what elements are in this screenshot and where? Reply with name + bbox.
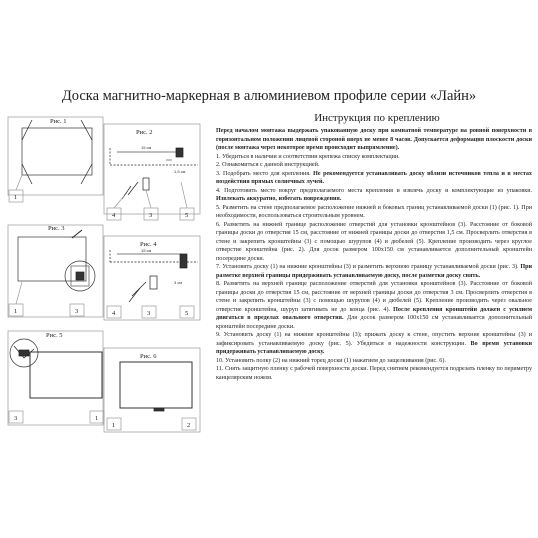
figure-5: [8, 331, 104, 425]
figure-2: [104, 124, 200, 220]
callout-3-fig2: 3: [149, 212, 153, 219]
callout-1-fig3: 1: [14, 308, 18, 315]
figure-6-caption: Рис. 6: [140, 353, 157, 360]
instruction-text: 5. Разметить на стене предполагаемое расположение нижней и боковых границ устанавливаемой доски (1) (рис. 1). При необходимости, воспользоваться строительным уровнем.: [216, 204, 532, 219]
figure-2-caption: Рис. 2: [136, 129, 153, 136]
callout-2-fig6: 2: [187, 422, 191, 429]
instruction-text: Извлекать аккуратно, избегать повреждения.: [216, 196, 342, 202]
page-title: Доска магнитно-маркерная в алюминиевом профиле серии «Лайн»: [61, 88, 477, 104]
instruction-text: После крепления кронштейн должен с усилием двигаться в пределах овального отверстия.: [216, 306, 532, 321]
figure-3: [8, 225, 103, 317]
instruction-text: Перед началом монтажа выдержать упакованную доску при комнатной температуре на ровной поверхности в горизонтальном положении лицевой стороной вверх не менее 8 часов. Допускается деформация плоскости доски (после монтажа через некоторое время происходит выпрямление).: [216, 128, 532, 151]
figure-4-caption: Рис. 4: [140, 241, 157, 248]
figure-1: [8, 117, 103, 202]
figure-5-caption: Рис. 5: [46, 332, 63, 339]
instruction-text: 7. Установить доску (1) на нижние кронштейны (3) и разметить верхнюю границу устанавливаемой доски (рис. 3).: [216, 264, 521, 270]
dimension-1-5cm: 1,5 см: [174, 169, 186, 174]
instruction-text: 8. Разметить на верхней границе расположение отверстий для установки кронштейнов (3). Расстояние от боковой границы доски до отверстия 15 см, расстояние от верхней границы доски до отверстия 3 см. Просверлить отверстия в стене и закрепить кронштейны (3) с помощью шурупов (4) и дюбелей (5). Крепление производить через овальное отверстие кронштейна, шуруп затягивать не до конца (рис. 4).: [216, 281, 532, 313]
callout-3-fig4: 3: [147, 310, 151, 317]
instruction-text: Не рекомендуется устанавливать доску вблизи источников тепла и в местах воздействия прямых солнечных лучей.: [216, 170, 532, 185]
instruction-text: 10. Установить полку (2) на нижний торец доски (1) нажатием до защелкивания (рис. 6).: [216, 357, 446, 364]
instruction-text: 4. Подготовить место вокруг предполагаемого места крепления и извлечь доску и комплектующие из упаковки.: [216, 187, 532, 194]
callout-4-fig2: 4: [112, 212, 116, 219]
callout-4-fig4: 4: [112, 310, 116, 317]
callout-1-fig1: 1: [14, 194, 18, 201]
figure-1-caption: Рис. 1: [50, 118, 67, 125]
dimension-15cm-fig4: 15 см: [141, 248, 152, 253]
dimension-15cm-fig2: 15 см: [141, 145, 152, 150]
instruction-text: 9. Установить доску (1) на нижние кронштейны (3); прижать доску к стене, опустить верхние кронштейны (3) и зафиксировать устанавливаемую доску (рис. 5). Убедиться в надежности конструкции.: [216, 332, 532, 347]
dimension-3cm: 3 см: [174, 280, 183, 285]
figure-3-caption: Рис. 3: [48, 225, 65, 232]
instruction-text: 3. Подобрать место для крепления.: [216, 170, 314, 177]
instruction-text: 1. Убедиться в наличии и соответствии крепежа списку комплектации.: [216, 153, 400, 160]
figure-6: [104, 348, 200, 432]
callout-5-fig2: 5: [185, 212, 189, 219]
instructions-heading: Инструкция по креплению: [314, 112, 440, 124]
instruction-text: 2. Ознакомиться с данной инструкцией.: [216, 162, 320, 168]
figure-4: [104, 236, 200, 320]
callout-1-fig5: 1: [95, 415, 99, 422]
callout-5-fig4: 5: [185, 310, 189, 317]
instruction-text: 11. Снять защитную пленку с рабочей поверхности доски. Перед снятием рекомендуется подрезать пленку по периметру канцелярским ножом.: [216, 366, 532, 381]
callout-3-fig5: 3: [14, 415, 18, 422]
instruction-text: Для досок размером 100x150 см устанавливается дополнительный кронштейн посередине доски.: [216, 315, 532, 330]
callout-1-fig6: 1: [112, 422, 116, 429]
callout-3-fig3: 3: [75, 308, 79, 315]
instruction-text: При разметке верхней границы придерживать устанавливаемую доску, после разметки доску снять.: [216, 264, 532, 279]
instruction-text: 6. Разметить на нижней границе расположение отверстий для установки кронштейнов (3). Расстояние от боковой границы доски до отверстия 15 см, расстояние от нижней границы доски до отверстия 1,5 см. Просверлить отверстия в стене и закрепить кронштейны (3) с помощью шурупов (4) и дюбелей (5). Крепление производить через круглое отверстие кронштейна (рис. 2). Для досок размером 100x150 см устанавливается дополнительный кронштейн посередине доски.: [216, 221, 532, 262]
instruction-text: Во время установки придерживать устанавливаемую доску.: [216, 340, 532, 355]
